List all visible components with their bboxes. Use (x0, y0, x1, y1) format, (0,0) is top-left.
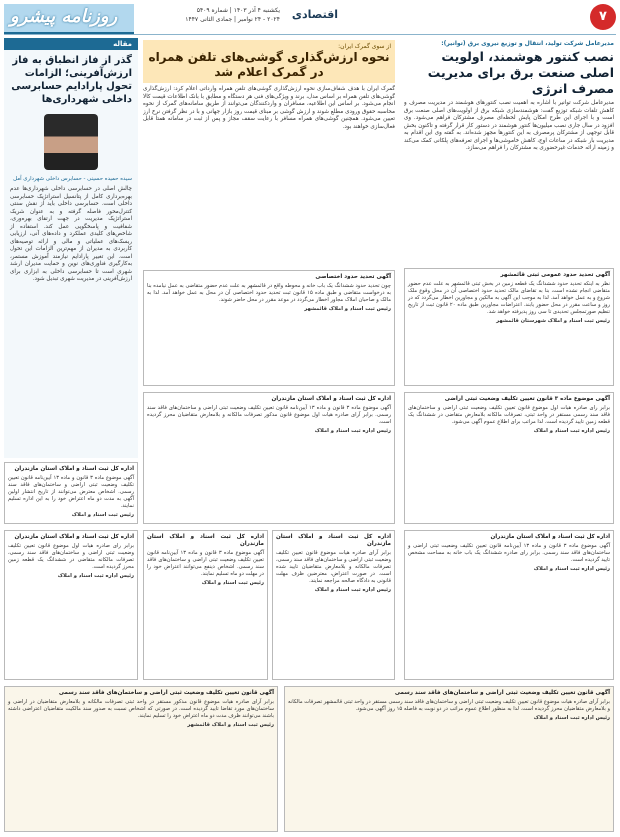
section-title: اقتصادی (291, 8, 339, 21)
ad-body: آگهی موضوع ماده ۳ قانون و ماده ۱۳ آیین‌نامه قانون تعیین تکلیف وضعیت ثبتی اراضی و ساختمان‌های فاقد سند رسمی. برابر رای صادره ششدانگ یک باب خانه به مساحت مشخص تایید گردیده است. (408, 543, 611, 563)
legal-ad (404, 530, 614, 680)
ad-title: اداره کل ثبت اسناد و املاک استان مازندران (271, 396, 391, 402)
ad-title: آگهی تحدید حدود عمومی ثبتی قائمشهر (500, 272, 610, 278)
ad-signature: رئیس اداره ثبت اسناد و املاک (314, 587, 391, 593)
lead-article (404, 40, 614, 264)
customs-headline: نحوه ارزش‌گذاری گوشی‌های تلفن همراه در گمرک اعلام شد (148, 50, 390, 79)
legal-ad (4, 530, 138, 680)
ad-body: برابر رای صادره هیات اول موضوع قانون تعیین تکلیف وضعیت ثبتی اراضی و ساختمان‌های فاقد سند رسمی، تصرفات مالکانه متقاضی در ششدانگ یک قطعه زمین محرز گردیده است. (8, 543, 134, 570)
lead-headline: نصب کنتور هوشمند، اولویت اصلی صنعت برق برای مدیریت مصرف انرژی (427, 49, 614, 96)
ad-body: چون تحدید حدود ششدانگ یک باب خانه و محوطه واقع در قائمشهر به علت عدم حضور متقاضی به عمل نیامده بنا به درخواست متقاضی و طبق ماده ۱۵ قانون ثبت تحدید حدود اختصاصی آن در محل به عمل خواهد آمد. لذا به مالک و صاحبان املاک مجاور اخطار می‌گردد در موعد مقرر در محل حاضر شوند. (147, 283, 391, 303)
customs-headline-box (143, 40, 395, 83)
ad-signature: رئیس ثبت اسناد و املاک شهرستان قائمشهر (496, 318, 610, 324)
customs-kicker: از سوی گمرک ایران: (338, 43, 391, 50)
ad-body: برابر آرای صادره هیات موضوع قانون تعیین تکلیف وضعیت ثبتی اراضی و ساختمان‌های فاقد سند رسمی، تصرفات مالکانه و بلامعارض متقاضیان تایید شده است. در صورت اعتراض، معترضین ظرف مهلت قانونی به دادگاه صالحه مراجعه نمایند. (276, 550, 391, 584)
header-divider (4, 34, 616, 35)
dateline (140, 6, 280, 32)
date-gregorian: ۲۰۲۴ - ۲۴ نوامبر | جمادی الثانی ۱۴۴۷ (185, 16, 280, 23)
column-label: مقاله (4, 38, 138, 50)
ad-title: اداره کل ثبت اسناد و املاک استان مازندران (147, 534, 264, 547)
customs-body: گمرک ایران با هدف شفاف‌سازی نحوه ارزش‌گذاری گوشی‌های تلفن همراه وارداتی اعلام کرد: ارزش‌گذاری گوشی‌های تلفن همراه بر اساس مدل، برند و ویژگی‌های فنی هر دستگاه و مطابق با بانک اطلاعات قیمت کالا انجام می‌شود. بر اساس این اطلاعیه، مسافران و واردکنندگان می‌توانند از طریق سامانه‌های گمرک از نحوه محاسبه حقوق ورودی مطلع شوند و ارزش گوشی بر مبنای قیمت روز بازار جهانی و با در نظر گرفتن نرخ ارز تعیین می‌شود. همچنین گوشی‌های همراه مسافر با رعایت سقف مجاز و پس از ثبت در سامانه همتا قابل فعال‌سازی خواهند بود. (143, 86, 395, 130)
date-persian: یکشنبه ۴ آذر ۱۴۰۳ | شماره ۵۴۰۹ (196, 7, 280, 14)
column-body: چالش اصلی در حسابرسی داخلی شهرداری‌ها عدم بهره‌برداری کامل از پتانسیل استراتژیک حسابرسی داخلی است. حسابرسی داخلی باید از نقش سنتی کنترل‌محور فاصله گرفته و به عنوان شریک استراتژیک مدیریت در جهت ارتقای بهره‌وری، شفافیت و پاسخگویی عمل کند. استفاده از شاخص‌های کلیدی عملکرد و داده‌های آنی، ارزیابی ریسک‌های عملیاتی و مالی و ارائه توصیه‌های کاربردی به مدیران از مهم‌ترین الزامات این تحول است. این تغییر پارادایم نیازمند آموزش مستمر، به‌کارگیری فناوری‌های نوین و حمایت مدیران ارشد شهری است تا حسابرسی داخلی به ابزاری برای ارزش‌آفرینی در مدیریت شهری تبدیل شود. (10, 186, 132, 282)
ad-signature: رئیس ثبت اسناد و املاک قائمشهر (304, 306, 391, 312)
ad-title: آگهی قانون تعیین تکلیف وضعیت ثبتی اراضی و ساختمان‌های فاقد سند رسمی (58, 690, 274, 696)
ad-body: برابر رای صادره هیات اول موضوع قانون تعیین تکلیف وضعیت ثبتی اراضی و ساختمان‌های فاقد سند رسمی مستقر در واحد ثبتی، تصرفات مالکانه بلامعارض متقاضی در ششدانگ یک قطعه زمین تایید گردیده است. لذا مراتب برای اطلاع عموم آگهی می‌شود. (408, 405, 610, 425)
ad-title: اداره کل ثبت اسناد و املاک استان مازندران (490, 534, 610, 540)
ad-title: آگهی تحدید حدود اختصاصی (315, 274, 391, 280)
ad-body: نظر به اینکه تحدید حدود ششدانگ یک قطعه زمین در بخش ثبتی قائمشهر به علت عدم حضور متقاضی انجام نشده است، بنا به تقاضای مالک تحدید حدود اختصاصی آن در محل وقوع ملک شروع و به عمل خواهد آمد. لذا به موجب این آگهی به مالکین و مجاورین اخطار می‌گردد که در روز و ساعت مقرر در محل حضور یابند. اعتراضات مجاورین طبق ماده ۲۰ قانون ثبت از تاریخ تنظیم صورتمجلس تحدیدی تا سی روز پذیرفته خواهد شد. (408, 281, 611, 315)
ad-title: اداره کل ثبت اسناد و املاک استان مازندران (276, 534, 391, 547)
ad-title: آگهی قانون تعیین تکلیف وضعیت ثبتی اراضی و ساختمان‌های فاقد سند رسمی (394, 690, 610, 696)
ad-signature: رئیس اداره ثبت اسناد و املاک (533, 566, 610, 572)
opinion-column (4, 38, 138, 458)
ad-body: برابر آرای صادره هیات موضوع قانون مذکور مستقر در واحد ثبتی تصرفات مالکانه و بلامعارض متقاضیان در اراضی و ساختمان‌های مورد تقاضا تایید گردیده است. در صورتی که اشخاص نسبت به صدور سند مالکیت متقاضیان اعتراضی داشته باشند می‌توانند ظرف مدت دو ماه اعتراض خود را تسلیم نمایند. (8, 699, 274, 719)
masthead-logo (4, 4, 134, 34)
legal-ad (143, 392, 395, 524)
legal-ad (4, 686, 278, 832)
column-author: سیده حمیده حسینی - حسابرس داخلی شهرداری آمل (13, 176, 132, 182)
ad-title: اداره کل ثبت اسناد و املاک استان مازندران (14, 466, 134, 472)
ad-signature: رئیس ثبت اسناد و املاک قائمشهر (187, 722, 274, 728)
legal-ad (404, 392, 614, 524)
logo-text: روزنامه پیشرو (10, 6, 118, 27)
ad-signature: رئیس ثبت اسناد و املاک (71, 512, 134, 518)
ad-signature: رئیس ثبت اسناد و املاک (201, 580, 264, 586)
legal-ad (4, 462, 138, 524)
legal-ad (404, 268, 614, 386)
customs-article (143, 40, 395, 268)
ad-title: اداره کل ثبت اسناد و املاک استان مازندران (14, 534, 134, 540)
author-photo (44, 114, 98, 170)
lead-body: مدیرعامل شرکت توانیر با اشاره به اهمیت نصب کنتورهای هوشمند در مدیریت مصرف و کاهش تلفات شبکه توزیع گفت: هوشمندسازی شبکه برق از اولویت‌های اصلی صنعت برق است و با اجرای این طرح امکان پایش لحظه‌ای مصرف مشترکان فراهم می‌شود. وی افزود در سال جاری نصب میلیون‌ها کنتور هوشمند در دستور کار قرار گرفته و تاکنون بخش قابل توجهی از مشترکان پرمصرف به این کنتورها مجهز شده‌اند. به گفته وی این اقدام به مدیریت بار شبکه در ساعات اوج، کاهش خاموشی‌ها و اجرای تعرفه‌های پلکانی کمک می‌کند و زمینه ارائه خدمات غیرحضوری به مشترکان را فراهم می‌سازد. (404, 100, 614, 151)
ad-signature: رئیس اداره ثبت اسناد و املاک (533, 715, 610, 721)
ad-body: آگهی موضوع ماده ۳ قانون و ماده ۱۳ آیین‌نامه قانون تعیین تکلیف وضعیت ثبتی اراضی و ساختمان‌های فاقد سند رسمی. اشخاص معترض می‌توانند از تاریخ انتشار اولین آگهی به مدت دو ماه اعتراض خود را به این اداره تسلیم نمایند. (8, 475, 135, 509)
ad-signature: رئیس اداره ثبت اسناد و املاک (533, 428, 610, 434)
legal-ad (143, 270, 395, 386)
column-headline: گذر از فاز انطباق به فاز ارزش‌آفرینی؛ الزامات تحول پارادایم حسابرسی داخلی شهرداری‌ها (11, 55, 132, 105)
legal-ad (272, 530, 395, 680)
lead-kicker: مدیرعامل شرکت تولید، انتقال و توزیع نیروی برق (توانیر): (441, 40, 614, 47)
ad-title: آگهی موضوع ماده ۳ قانون تعیین تکلیف وضعیت ثبتی اراضی (444, 396, 610, 402)
ad-signature: رئیس اداره ثبت اسناد و املاک (57, 573, 134, 579)
ad-body: آگهی موضوع ماده ۳ قانون و ماده ۱۳ آیین‌نامه قانون تعیین تکلیف وضعیت ثبتی اراضی و ساختمان‌های فاقد سند رسمی. اشخاص ذینفع می‌توانند اعتراض خود را در مهلت دو ماه تسلیم نمایند. (147, 550, 265, 577)
ad-signature: رئیس اداره ثبت اسناد و املاک (314, 428, 391, 434)
ad-body: آگهی موضوع ماده ۳ قانون و ماده ۱۳ آیین‌نامه قانون تعیین تکلیف وضعیت ثبتی اراضی و ساختمان‌های فاقد سند رسمی. برابر آرای صادره هیات اول موضوع قانون مذکور تصرفات مالکانه و بلامعارض متقاضیان محرز گردیده است. (147, 405, 391, 425)
ad-body: برابر آرای صادره هیات موضوع قانون تعیین تکلیف وضعیت ثبتی اراضی و ساختمان‌های فاقد سند رسمی مستقر در واحد ثبتی قائمشهر تصرفات مالکانه و بلامعارض متقاضیان محرز گردیده است. لذا به منظور اطلاع عموم مراتب در دو نوبت به فاصله ۱۵ روز آگهی می‌شود. (288, 699, 610, 712)
legal-ad (284, 686, 614, 832)
legal-ad (143, 530, 268, 680)
page-number: ۷ (590, 4, 616, 30)
